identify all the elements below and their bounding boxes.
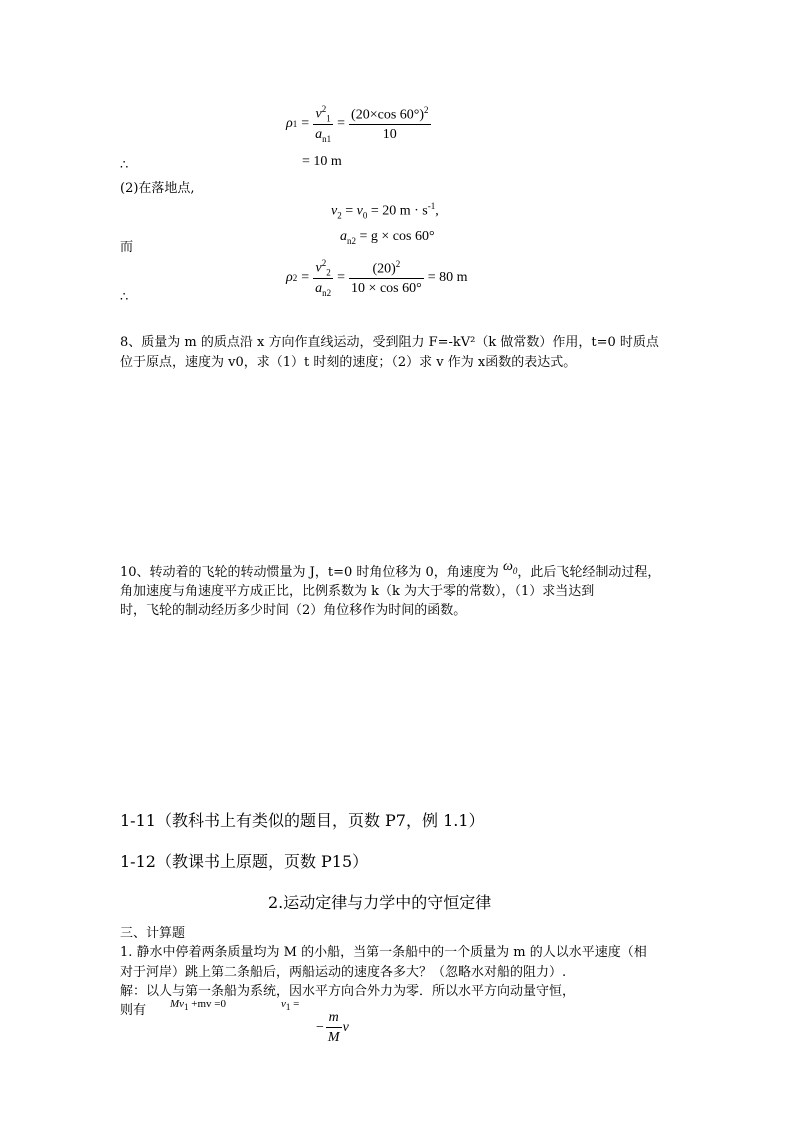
rho1-fraction: $\frac{v^2_1}{a_{n1}}$ (315, 104, 332, 145)
problem-1-then: 则有 (120, 1003, 147, 1018)
rho1-symbol: ρ (286, 116, 293, 132)
reference-1-11: 1-11（教科书上有类似的题目，页数 P7，例 1.1） (120, 811, 485, 830)
rho1-equation: ρ 1 = $\frac{v^2_1}{a_{n1}}$ = $\frac{(20\times\cos 60^\circ)^2}{10}$ (286, 104, 429, 145)
reference-1-12: 1-12（教课书上原题，页数 P15） (120, 852, 369, 871)
question-10-line-3: 时，飞轮的制动经历多少时间（2）角位移作为时间的函数。 (120, 603, 467, 618)
question-10-line-2: 角加速度与角速度平方成正比，比例系数为 k（k 为大于零的常数），（1）求当达到 (120, 584, 595, 599)
rho2-rhs-fraction: $\frac{(20)^2}{10 \times \cos 60^\circ}$ (351, 258, 422, 297)
v2-equation: $v_2 = v_0 = 20$ $m \cdot s^{-1}$, (331, 201, 439, 221)
rho1-result: = 10 m (302, 154, 342, 169)
er-label: 而 (120, 240, 134, 255)
momentum-equation: $Mv_1 +mv =0$ (170, 998, 227, 1013)
step-2-label: (2)在落地点, (120, 181, 195, 196)
v1-expression: − $\frac{m}{M}$ v (316, 1010, 349, 1045)
section-heading: 三、计算题 (120, 926, 186, 941)
question-8-line-2: 位于原点，速度为 v0，求（1）t 时刻的速度；（2）求 v 作为 x函数的表达式。 (120, 355, 577, 370)
problem-1-line-1: 1. 静水中停着两条质量均为 M 的小船，当第一条船中的一个质量为 m 的人以水平速度（相 (120, 945, 647, 960)
rho2-equation: ρ 2 = $\frac{v^2_2}{a_{n2}}$ = $\frac{(20)^2}{10 \times \cos 60^\circ}$ = 80 m (286, 258, 468, 299)
therefore-symbol-2: ∴ (120, 290, 129, 305)
therefore-symbol: ∴ (120, 158, 129, 173)
question-10-line-1: 10、转动着的飞轮的转动惯量为 J，t=0 时角位移为 0，角速度为 $\omega_0$，此后飞轮经制动过程， (120, 559, 661, 580)
rho1-rhs-fraction: $\frac{(20\times\cos 60^\circ)^2}{10}$ (351, 104, 429, 143)
problem-1-line-2: 对于河岸）跳上第二条船后，两船运动的速度各多大？（忽略水对船的阻力）. (120, 965, 567, 980)
an2-equation: $a_{n2} = g \times \cos 60^\circ$ (340, 229, 435, 246)
rho2-fraction: $\frac{v^2_2}{a_{n2}}$ (315, 258, 332, 299)
chapter-title: 2.运动定律与力学中的守恒定律 (268, 893, 492, 912)
v1-label: $v_1$ = (281, 998, 300, 1013)
omega-symbol: $\omega_0$ (502, 559, 518, 576)
problem-1-line-3: 解：以人与第一条船为系统，因水平方向合外力为零．所以水平方向动量守恒， (120, 984, 576, 999)
question-8-line-1: 8、质量为 m 的质点沿 x 方向作直线运动，受到阻力 F=-kV²（k 做常数）作用，t=0 时质点 (120, 335, 659, 350)
